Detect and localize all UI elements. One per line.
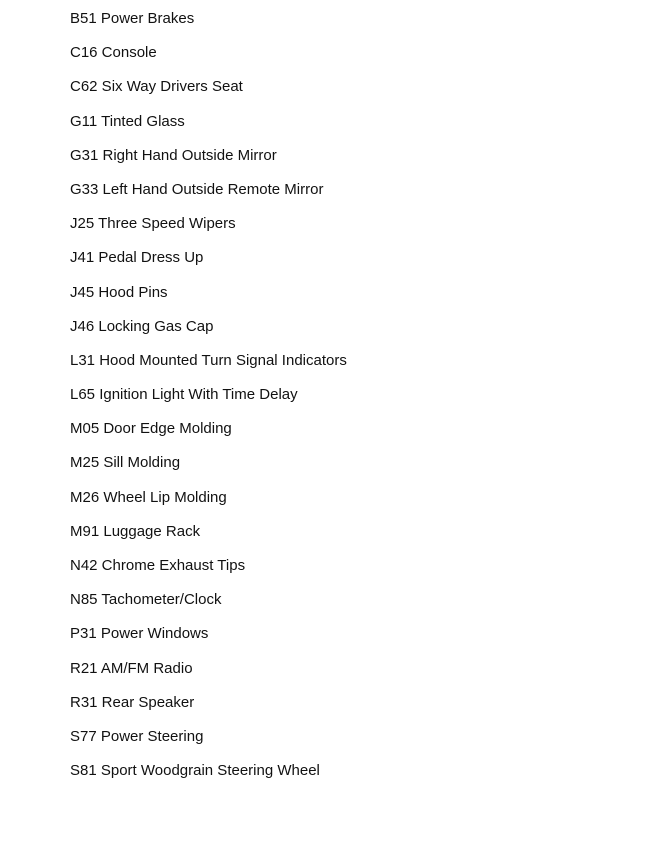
list-item: G33 Left Hand Outside Remote Mirror <box>70 180 324 198</box>
list-item: L65 Ignition Light With Time Delay <box>70 386 298 404</box>
list-item: J25 Three Speed Wipers <box>70 215 236 233</box>
list-item: M26 Wheel Lip Molding <box>70 488 227 506</box>
list-item: C16 Console <box>70 44 157 62</box>
list-item: J45 Hood Pins <box>70 283 168 301</box>
list-item: J46 Locking Gas Cap <box>70 317 214 335</box>
list-item: G31 Right Hand Outside Mirror <box>70 146 277 164</box>
list-item: S81 Sport Woodgrain Steering Wheel <box>70 762 320 780</box>
list-item: J41 Pedal Dress Up <box>70 249 204 267</box>
option-code-list <box>70 9 347 795</box>
list-item: C62 Six Way Drivers Seat <box>70 78 243 96</box>
list-item: M05 Door Edge Molding <box>70 420 232 438</box>
list-item: M25 Sill Molding <box>70 454 181 472</box>
list-item: R21 AM/FM Radio <box>70 659 193 677</box>
list-item: S77 Power Steering <box>70 727 204 745</box>
list-item: M91 Luggage Rack <box>70 522 201 540</box>
list-item: G11 Tinted Glass <box>70 112 185 130</box>
list-item: N42 Chrome Exhaust Tips <box>70 557 246 574</box>
list-item: B51 Power Brakes <box>70 10 195 27</box>
list-item: P31 Power Windows <box>70 625 209 643</box>
list-item: R31 Rear Speaker <box>70 693 195 711</box>
list-item: L31 Hood Mounted Turn Signal Indicators <box>70 351 347 369</box>
list-item: N85 Tachometer/Clock <box>70 591 222 609</box>
